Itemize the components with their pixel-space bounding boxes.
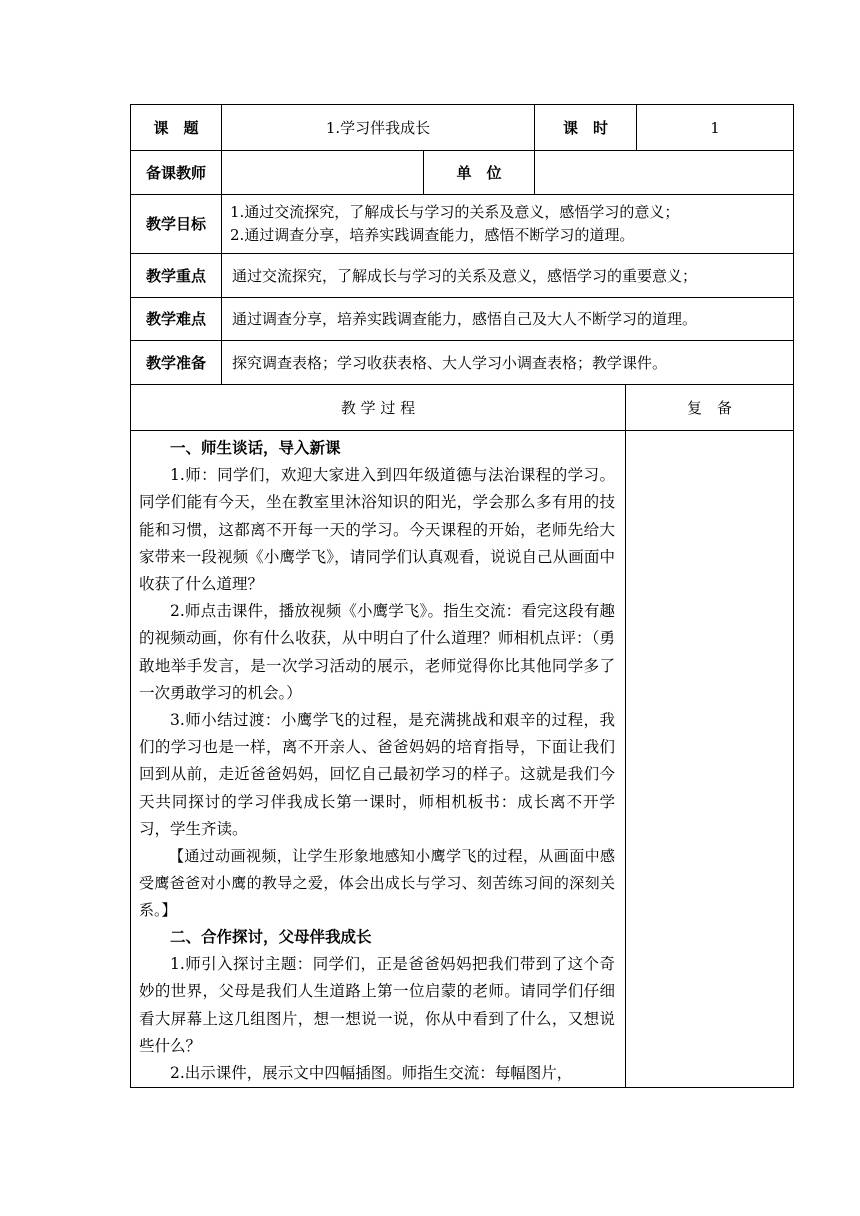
teacher-value (222, 151, 423, 194)
section-heading: 二、合作探讨，父母伴我成长 (170, 928, 372, 947)
paragraph: 2.出示课件，展示文中四幅插图。师指生交流：每幅图片， (170, 1064, 573, 1083)
paragraph: 1.师：同学们，欢迎大家进入到四年级道德与法治课程的学习。同学们能有今天，坐在教室里沐浴知识的阳光，学会那么多有用的技能和习惯，这都离不开每一天的学习。今天课程的开始，老师先给大家带来一段视频《小鹰学飞》，请同学们认真观看，说说自己从画面中收获了什么道理？ (139, 466, 615, 594)
paragraph: 1.师引入探讨主题：同学们，正是爸爸妈妈把我们带到了这个奇妙的世界，父母是我们人生道路上第一位启蒙的老师。请同学们仔细看大屏幕上这几组图片，想一想说一说，你从中看到了什么，又想说些什么？ (139, 955, 615, 1055)
prep-label: 教学准备 (145, 353, 206, 372)
lesson-plan-table (130, 104, 794, 1088)
process-header: 教 学 过 程 (340, 398, 416, 417)
paragraph: 3.师小结过渡：小鹰学飞的过程，是充满挑战和艰辛的过程，我们的学习也是一样，离不开亲人、爸爸妈妈的培育指导，下面让我们回到从前，走近爸爸妈妈，回忆自己最初学习的样子。这就是我们今天共同探讨的学习伴我成长第一课时，师相机板书：成长离不开学习，学生齐读。 (139, 711, 615, 838)
paragraph: 2.师点击课件，播放视频《小鹰学飞》。指生交流：看完这段有趣的视频动画，你有什么收获，从中明白了什么道理？师相机点评：（勇敢地举手发言，是一次学习活动的展示，老师觉得你比其他同学多了一次勇敢学习的机会。） (139, 602, 615, 702)
process-body (139, 435, 615, 1087)
unit-value (535, 151, 793, 194)
focus-label: 教学重点 (145, 266, 206, 285)
unit-label: 单 位 (456, 163, 502, 182)
section-heading: 一、师生谈话，导入新课 (170, 439, 341, 457)
topic-label: 课 题 (153, 118, 199, 137)
review-header: 复 备 (686, 398, 732, 417)
row-divider (131, 430, 793, 431)
period-label: 课 时 (562, 118, 608, 137)
goal-item: 1.通过交流探究，了解成长与学习的关系及意义，感悟学习的意义； (230, 203, 680, 221)
goals-label: 教学目标 (145, 215, 206, 233)
difficulty-label: 教学难点 (145, 310, 206, 328)
topic-value: 1.学习伴我成长 (325, 118, 431, 137)
teacher-label: 备课教师 (145, 163, 206, 182)
design-note: 【通过动画视频，让学生形象地感知小鹰学飞的过程，从画面中感受鹰爸爸对小鹰的教导之爱，体会出成长与学习、刻苦练习间的深刻关系。】 (139, 847, 615, 920)
goals-content (222, 195, 793, 253)
focus-value: 通过交流探究，了解成长与学习的关系及意义，感悟学习的重要意义； (232, 266, 698, 285)
goal-item: 2.通过调查分享，培养实践调查能力，感悟不断学习的道理。 (230, 226, 635, 244)
column-divider (625, 384, 626, 1087)
difficulty-value: 通过调查分享，培养实践调查能力，感悟自己及大人不断学习的道理。 (232, 310, 698, 328)
prep-value: 探究调查表格；学习收获表格、大人学习小调查表格；教学课件。 (232, 353, 668, 372)
period-value: 1 (710, 118, 720, 137)
